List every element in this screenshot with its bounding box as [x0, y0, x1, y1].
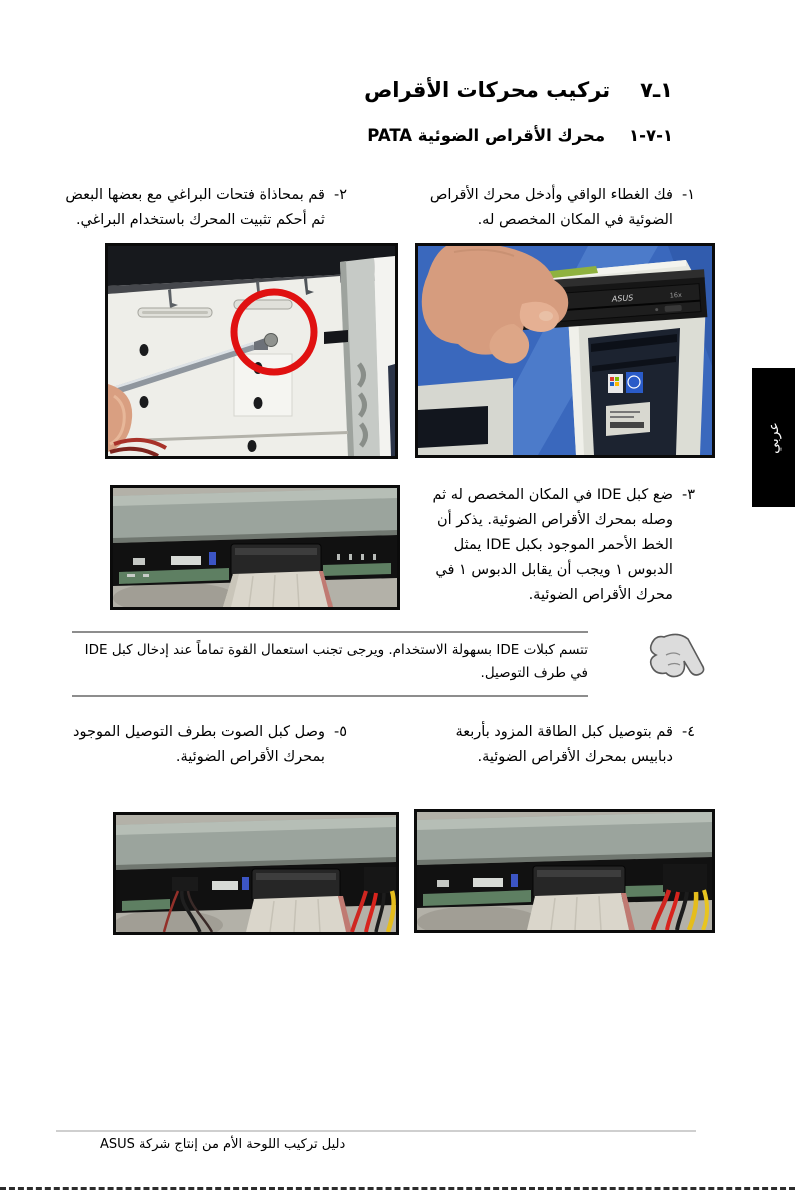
- step-1: [417, 183, 695, 233]
- ide-ribbon-cable: [246, 869, 352, 932]
- photo-step2-screw-fastening: [105, 243, 398, 459]
- audio-connector: [172, 877, 198, 891]
- subsection-heading: [367, 126, 673, 145]
- step-2: [62, 183, 347, 233]
- page-bottom-edge: [0, 1187, 795, 1190]
- language-tab-label: عربي: [765, 421, 782, 454]
- section-title: تركيب محركات الأقراص: [364, 78, 611, 102]
- step-3-text: ضع كبل IDE في المكان المخصص له ثم وصله بمحرك الأقراص الضوئية. يذكر أن الخط الأحمر الموجود بكبل IDE يمثل الدبوس ١ ويجب أن يقابل الدبوس ١ في محرك الأقراص الضوئية.: [432, 487, 673, 603]
- ide-ribbon-cable: [223, 544, 333, 607]
- power-connector: [663, 864, 707, 892]
- blue-jumper: [511, 874, 518, 887]
- step-2-text: قم بمحاذاة فتحات البراغي مع بعضها البعض ثم أحكم تثبيت المحرك باستخدام البراغي.: [65, 187, 325, 228]
- ide-cable-illustration: [113, 488, 397, 607]
- power-cable-illustration: [417, 812, 712, 930]
- power-connector: [364, 867, 396, 893]
- step-1-number: ١-: [681, 187, 695, 203]
- section-number: ١ـ٧: [640, 78, 673, 102]
- footer-text: دليل تركيب اللوحة الأم من إنتاج شركة ASUS: [100, 1137, 346, 1152]
- drive-speed-label: 16x: [669, 290, 683, 300]
- subsection-title: محرك الأقراص الضوئية PATA: [367, 126, 606, 145]
- step-2-number: ٢-: [333, 187, 347, 203]
- section-heading: [364, 78, 673, 102]
- drive-brand-logo: ASUS: [611, 293, 634, 304]
- open-drive-bay: [418, 406, 488, 448]
- footer-rule: [56, 1130, 696, 1132]
- photo-step5-audio-cable: [113, 812, 399, 935]
- note-top-rule: [72, 631, 588, 633]
- step-1-text: فك الغطاء الواقي وأدخل محرك الأقراص الضوئية في المكان المخصص له.: [429, 187, 673, 228]
- barcode-label: [606, 402, 650, 436]
- jumper-block: [473, 878, 503, 887]
- step-5-number: ٥-: [333, 724, 347, 740]
- note-bottom-rule: [72, 695, 588, 697]
- step-5-text: وصل كبل الصوت بطرف التوصيل الموجود بمحرك الأقراص الضوئية.: [73, 724, 325, 765]
- step-4-number: ٤-: [681, 724, 695, 740]
- step-4: [417, 720, 695, 770]
- jumper-block: [212, 881, 238, 890]
- ide-ribbon-cable: [527, 866, 635, 930]
- language-side-tab: [752, 368, 795, 507]
- pointing-hand-icon: [644, 631, 710, 685]
- photo-step1-insert-drive: [415, 243, 715, 458]
- photo-step4-power-cable: [414, 809, 715, 933]
- drive-eject-button: [664, 305, 681, 312]
- insert-drive-illustration: [418, 246, 712, 455]
- photo-step3-ide-cable: [110, 485, 400, 610]
- step-5: [62, 720, 347, 770]
- drive-pcb-edge: [122, 899, 170, 911]
- step-4-text: قم بتوصيل كبل الطاقة المزود بأربعة دبابيس بمحرك الأقراص الضوئية.: [455, 724, 673, 765]
- step-3: [417, 483, 695, 608]
- screw: [265, 334, 278, 347]
- audio-cable-illustration: [116, 815, 396, 932]
- step-3-number: ٣-: [681, 487, 695, 503]
- blue-jumper: [242, 877, 249, 890]
- jumper-block: [171, 556, 201, 565]
- note-text: تتسم كبلات IDE بسهولة الاستخدام. ويرجى تجنب استعمال القوة تماماً عند إدخال كبل IDE في طرف التوصيل.: [84, 642, 588, 681]
- blue-jumper: [209, 552, 216, 565]
- pointing-hand-glyph: [644, 631, 710, 685]
- screw-fastening-illustration: [108, 246, 395, 456]
- subsection-number: ١-٧-١: [629, 126, 673, 145]
